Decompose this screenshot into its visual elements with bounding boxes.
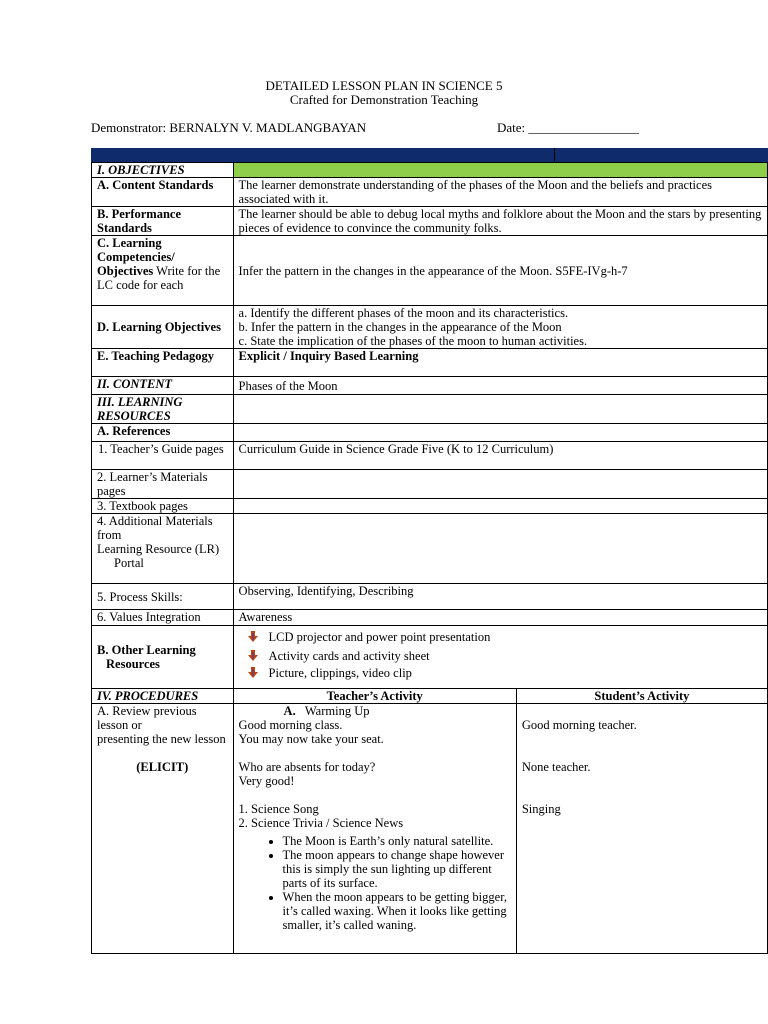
additional-label-1: 4. Additional Materials from [97,514,213,542]
document-subtitle: Crafted for Demonstration Teaching [289,92,479,107]
teacher-very-good: Very good! [238,774,295,788]
other-resource-text: Activity cards and activity sheet [268,649,430,663]
lesson-plan-table [91,162,768,954]
content-text: Phases of the Moon [233,377,767,395]
performance-standards-row [92,207,768,236]
content-standards-label: A. Content Standards [92,178,234,207]
references-row [92,424,768,442]
trivia-list [239,834,511,932]
learners-materials-row [92,470,768,499]
trivia-item: • The moon appears to change shape however this is simply the sun lighting up different parts of its surface. [283,848,511,890]
other-label-1: B. Other Learning [97,643,196,657]
competencies-row [92,236,768,306]
learners-materials-empty [233,470,767,499]
learning-objective-c: c. State the implication of the phases of the moon to human activities. [238,334,588,348]
competencies-label-2: Objectives [97,264,154,278]
textbook-empty [233,499,767,514]
teacher-science-song: 1. Science Song [238,802,319,816]
performance-standards-label: B. Performance Standards [92,207,234,236]
teacher-activity-header: Teacher’s Activity [233,689,516,704]
textbook-label: 3. Textbook pages [92,499,234,514]
elicit-left-2: presenting the new lesson [97,732,226,746]
competencies-text: Infer the pattern in the changes in the appearance of the Moon. S5FE-IVg-h-7 [233,236,767,306]
other-resource-item [269,630,762,645]
additional-materials-label [92,514,234,584]
competencies-label-1: C. Learning Competencies/ [97,236,175,264]
other-resources-label [92,626,234,689]
pedagogy-row [92,349,768,377]
other-resource-text: LCD projector and power point presentation [268,630,491,644]
arrow-bullet-icon [247,650,259,662]
teachers-guide-row [92,442,768,470]
values-text: Awareness [233,610,767,626]
warmup-letter: A. [283,704,296,718]
competencies-label-3: Write for the LC code for each [97,264,221,292]
teachers-guide-label: 1. Teacher’s Guide pages [92,442,234,470]
other-label-2: Resources [106,657,160,671]
student-none: None teacher. [521,760,591,774]
process-skills-label: 5. Process Skills: [92,584,234,610]
competencies-label [92,236,234,306]
pedagogy-label: E. Teaching Pedagogy [92,349,234,377]
teacher-science-trivia: 2. Science Trivia / Science News [238,816,404,830]
teacher-seat: You may now take your seat. [238,732,384,746]
other-resources-row [92,626,768,689]
learning-objective-b: b. Infer the pattern in the changes in the appearance of the Moon [238,320,562,334]
objectives-label: I. OBJECTIVES [92,163,234,178]
additional-materials-empty [233,514,767,584]
elicit-label [92,704,234,954]
content-standards-row [92,178,768,207]
learning-objectives-row [92,306,768,349]
elicit-left-1: A. Review previous lesson or [97,704,197,732]
other-resource-item [269,666,762,681]
performance-standards-text: The learner should be able to debug local myths and folklore about the Moon and the stars by presenting pieces of evidence to convince the community folks. [233,207,767,236]
values-row [92,610,768,626]
process-skills-row [92,584,768,610]
pedagogy-text: Explicit / Inquiry Based Learning [233,349,767,377]
other-resources-list [233,626,767,689]
additional-label-2: Learning Resource (LR) [97,542,220,556]
other-resource-item [269,649,762,664]
procedures-header-row [92,689,768,704]
student-greeting: Good morning teacher. [521,718,637,732]
elicit-row [92,704,768,954]
learning-objectives-list [233,306,767,349]
other-resource-text: Picture, clippings, video clip [268,666,412,680]
content-standards-text: The learner demonstrate understanding of the phases of the Moon and the beliefs and practices associated with it. [233,178,767,207]
textbook-row [92,499,768,514]
demonstrator-line: Demonstrator: BERNALYN V. MADLANGBAYAN [91,120,367,135]
header-banner [91,148,768,162]
resources-empty [233,395,767,424]
additional-label-3: Portal [114,556,144,570]
student-activity-cell [516,704,767,954]
date-line: Date: _________________ [497,120,639,135]
trivia-item: • The Moon is Earth’s only natural satellite. [283,834,511,848]
objectives-fill [233,163,767,178]
resources-label: III. LEARNING RESOURCES [92,395,234,424]
references-empty [233,424,767,442]
process-skills-text: Observing, Identifying, Describing [233,584,767,610]
learners-materials-label: 2. Learner’s Materials pages [92,470,234,499]
additional-materials-row [92,514,768,584]
teacher-absent: Who are absents for today? [238,760,376,774]
references-label: A. References [92,424,234,442]
student-activity-header: Student’s Activity [516,689,767,704]
content-label: II. CONTENT [92,377,234,395]
arrow-bullet-icon [247,631,259,643]
banner-divider [554,148,555,162]
resources-row [92,395,768,424]
procedures-label: IV. PROCEDURES [92,689,234,704]
content-row [92,377,768,395]
learning-objective-a: a. Identify the different phases of the moon and its characteristics. [238,306,569,320]
teacher-greeting: Good morning class. [238,718,343,732]
objectives-row [92,163,768,178]
arrow-bullet-icon [247,667,259,679]
values-label: 6. Values Integration [92,610,234,626]
document-title: DETAILED LESSON PLAN IN SCIENCE 5 [265,78,503,93]
trivia-item: • When the moon appears to be getting bigger, it’s called waxing. When it looks like getting smaller, it’s called waning. [283,890,511,932]
warmup-title: Warming Up [304,704,370,718]
learning-objectives-label: D. Learning Objectives [92,306,234,349]
teacher-activity-cell [233,704,516,954]
teachers-guide-text: Curriculum Guide in Science Grade Five (K to 12 Curriculum) [233,442,767,470]
student-singing: Singing [521,802,561,816]
elicit-tag: (ELICIT) [136,760,189,774]
